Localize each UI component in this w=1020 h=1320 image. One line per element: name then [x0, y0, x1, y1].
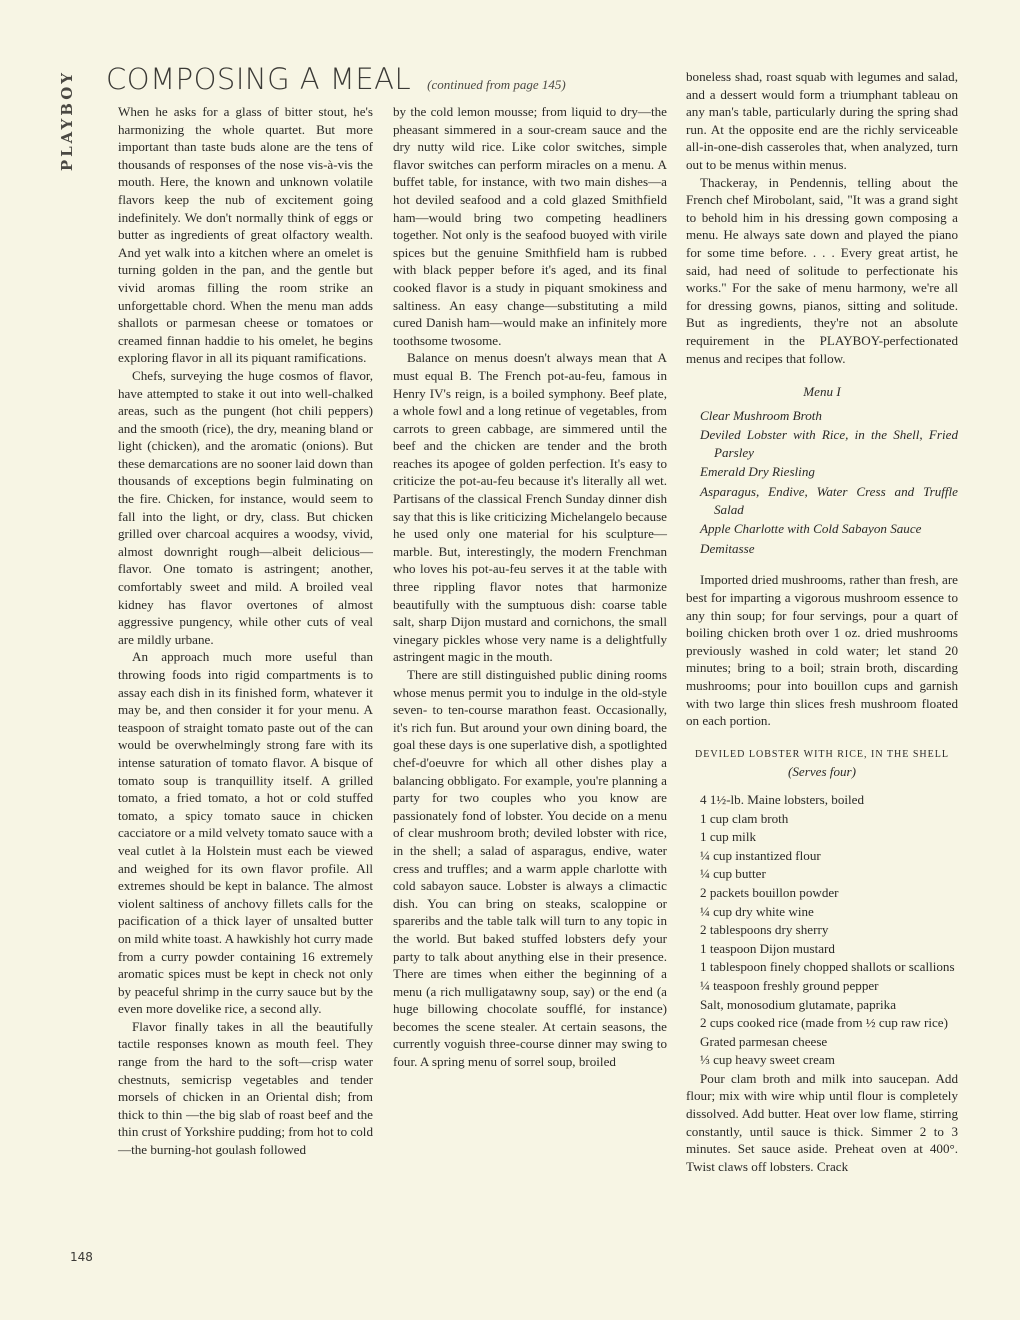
ingredient: ¼ teaspoon freshly ground pepper [700, 977, 879, 993]
paragraph: Imported dried mushrooms, rather than fresh, are best for imparting a vigorous mushroom essence to any thin soup; for four servings, pour a quart of boiling chicken broth over 1 oz. dried mushrooms previously washed in cold water; let stand 20 minutes; bring to a boil; strain broth, discarding mushrooms; pour into bouillon cups and garnish with two large thin slices fresh mushroom floated on each portion. [686, 572, 958, 729]
page-number: 148 [70, 1250, 93, 1264]
paragraph: Balance on menus doesn't always mean that A must equal B. The French pot-au-feu, famous in Henry IV's reign, is a boiled symphony. Beef plate, a whole fowl and a long retinue of vegetables, from carrots to green cabbage, are simmered until the beef and the chicken are tender and the broth reaches its apogee of golden perfection. It's easy to criticize the pot-au-feu because it's literally all wet. Partisans of the classical French Sunday dinner dish say that this is like criticizing Michelangelo because he used only one material for his sculpture—marble. But, interestingly, the modern Frenchman who loves his pot-au-feu serves it at the table with three rippling flavor notes that harmonize beautifully with the sumptuous dish: coarse table salt, sharp Dijon mustard and cornichons, the small vinegary pickles whose very name is a delightfully astringent magic in the mouth. [393, 350, 667, 665]
ingredient: Grated parmesan cheese [700, 1033, 828, 1049]
paragraph: Thackeray, in Pendennis, telling about the French chef Mirobolant, said, "It was a grand sight to behold him in his dressing gown composing a menu. He always sate down and played the piano for some time before. . . . Every great artist, he said, had need of solitude to perfectionate his works." For the sake of menu harmony, we're all for dressing gowns, pianos, sitting and solitude. But as ingredients, they're not an absolute requirement in the PLAYBOY-perfectionated menus and recipes that follow. [686, 174, 958, 366]
paragraph: When he asks for a glass of bitter stout, he's harmonizing the whole quartet. But more important than taste buds alone are the tens of thousands of responses of the nose vis-à-vis the mouth. Here, the known and unknown volatile flavors keep the nub of excitement going indefinitely. We don't normally think of eggs or butter as ingredients of great olfactory wealth. And yet walk into a kitchen where an omelet is turning golden in the pan, and the gentle but vivid aromas filling the room strike an unforgettable chord. When the menu man adds shallots or parmesan cheese or tomatoes or creamed finnan haddie to his omelet, he begins exploring flavor in all its piquant ramifications. [118, 104, 373, 366]
paragraph: by the cold lemon mousse; from liquid to dry—the pheasant simmered in a sour-cream sauce and the dry nutty wild rice. Like color switches, simple flavor switches can perform miracles on a menu. A buffet table, for instance, with two main dishes—a hot deviled seafood and a cold glazed Smithfield ham—would bring two competing headliners together. Not only is the seafood buoyed with virile spices but the genuine Smithfield ham is rubbed with black pepper before it's aged, and its final cooked flavor is a study in piquant smokiness and saltiness. An easy change—substituting a mild cured Danish ham—would make an infinitely more toothsome twosome. [393, 104, 667, 348]
menu-item: Emerald Dry Riesling [700, 464, 815, 480]
ingredient: ⅓ cup heavy sweet cream [700, 1052, 835, 1068]
menu-item: Demitasse [700, 540, 755, 556]
paragraph: Flavor finally takes in all the beautifully tactile responses known as mouth feel. They range from the hard to the soft—crisp water chestnuts, semicrisp vegetables and tender morsels of chicken in an Oriental dish; from thick to thin —the big slab of roast beef and the thin crust of Yorkshire pudding; from hot to cold—the burning-hot goulash followed [118, 1018, 373, 1158]
ingredient: Salt, monosodium glutamate, paprika [700, 996, 897, 1012]
paragraph: There are still distinguished public dining rooms whose menus permit you to indulge in the old-style seven- to ten-course marathon feast. Occasionally, it's rich fun. But around your own dining board, the goal these days is one superlative dish, a spotlighted chef-d'oeuvre for which all other dishes play a balancing obbligato. For example, you're planning a party for two couples who you know are passionately fond of lobster. You decide on a menu of clear mushroom broth; deviled lobster with rice, in the shell; a salad of asparagus, endive, water cress and truffles; and a warm apple charlotte with cold sabayon sauce. Lobster is always a climactic dish. You can bring on steaks, scaloppine or spareribs and the table talk will turn to any topic in the world. But baked stuffed lobsters defy your party to talk about anything else in their presence. There are times when either the beginning of a menu (a rich mulligatawny soup, say) or the end (a huge billowing chocolate soufflé, for instance) becomes the scene stealer. At certain seasons, the currently voguish three-course dinner may swing to four. A spring menu of sorrel soup, broiled [393, 667, 667, 1070]
menu-item: Clear Mushroom Broth [700, 407, 822, 423]
ingredient: 2 cups cooked rice (made from ½ cup raw rice) [700, 1015, 948, 1031]
menu-item: Apple Charlotte with Cold Sabayon Sauce [700, 521, 922, 537]
ingredient: ¼ cup dry white wine [700, 903, 814, 919]
text-column-1 [118, 103, 373, 1159]
paragraph: Pour clam broth and milk into saucepan. Add flour; mix with wire whip until flour is completely dissolved. Add butter. Heat over low flame, stirring constantly, until sauce is thick. Simmer 2 to 3 minutes. Set sauce aside. Preheat oven at 400°. Twist claws off lobsters. Crack [686, 1070, 958, 1174]
ingredient: ¼ cup instantized flour [700, 847, 821, 863]
text-column-2 [393, 103, 667, 1071]
recipe-serves: (Serves four) [788, 764, 856, 780]
ingredient: 1 cup milk [700, 829, 757, 845]
ingredient: 2 tablespoons dry sherry [700, 922, 829, 938]
article-header [106, 62, 676, 102]
paragraph: An approach much more useful than throwing foods into rigid compartments is to assay each dish in its finished form, whatever it may be, and then consider it for your menu. A teaspoon of straight tomato paste out of the can would be overwhelmingly strong fare with its intense saturation of tomato flavor. A bisque of tomato soup is tranquillity itself. A grilled tomato, a fried tomato, a hot or cold stuffed tomato, a spicy tomato sauce in chicken cacciatore or a mild velvety tomato sauce with a veal cutlet à la Holstein must each be viewed and weighed for its own flavor profile. All extremes should be kept in balance. The almost violent saltiness of anchovy fillets calls for the pacification of a thick layer of unsalted butter on mild white toast. A hawkishly hot curry made from a curry powder containing 16 extremely aromatic spices must be kept in check not only by peaceful shrimp in the curry sauce but by the even more dovelike rice, a second ally. [118, 649, 373, 1017]
recipe-title: DEVILED LOBSTER WITH RICE, IN THE SHELL [695, 748, 949, 760]
menu-item: Asparagus, Endive, Water Cress and Truffle Salad [700, 484, 958, 517]
text-column-3 [686, 68, 958, 1175]
menu-item: Deviled Lobster with Rice, in the Shell, Fried Parsley [700, 427, 958, 460]
paragraph: Chefs, surveying the huge cosmos of flavor, have attempted to stake it out into well-chalked areas, such as the pungent (hot chili peppers) and the smooth (rice), the dry, meaning bland or light (chicken), and the aromatic (onions). But these demarcations are no sooner laid down than thousands of exceptions begin fulminating on the fire. Chicken, for instance, would seem to fall into the light, or dry, class. But chicken grilled over charcoal acquires a woodsy, vivid, almost downright rough—albeit delicious—flavor. One tomato is astringent; another, comfortably sweet and mild. A broiled veal kidney has flavor overtones of almost aggressive pungency, while other cuts of veal are mildly urbane. [118, 367, 373, 647]
ingredient: 1 cup clam broth [700, 810, 789, 826]
article-title: COMPOSING A MEAL [106, 62, 412, 96]
paragraph: boneless shad, roast squab with legumes and salad, and a dessert would form a triumphant tableau on any man's table, particularly during the spring shad run. At the opposite end are the richly serviceable all-in-one-dish casseroles that, when analyzed, turn out to be menus within menus. [686, 69, 958, 172]
ingredient: 4 1½-lb. Maine lobsters, boiled [700, 791, 865, 807]
continued-note: (continued from page 145) [427, 77, 566, 92]
menu-title: Menu I [803, 384, 841, 400]
masthead: PLAYBOY [58, 70, 76, 172]
ingredient: 1 tablespoon finely chopped shallots or scallions [700, 959, 955, 975]
ingredient: 1 teaspoon Dijon mustard [700, 940, 835, 956]
ingredient: 2 packets bouillon powder [700, 884, 839, 900]
ingredient: ¼ cup butter [700, 866, 766, 882]
